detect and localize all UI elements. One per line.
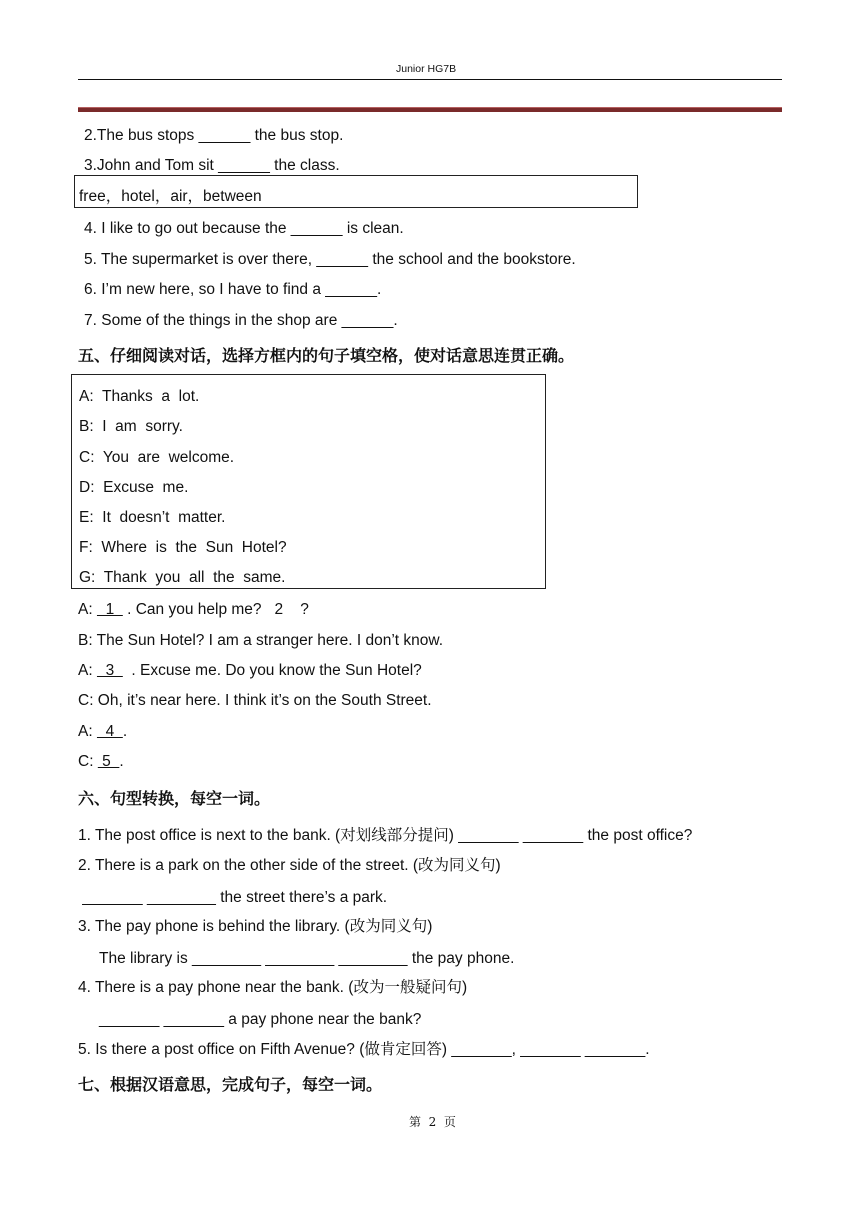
transform-q1: 1. The post office is next to the bank. (对划线部分提问) _______ _______ the post office? [78,827,693,844]
dialogue-line-1: A: 1 . Can you help me? 2 ? [78,601,309,618]
option-c: C: You are welcome. [79,449,235,466]
option-d: D: Excuse me. [79,479,189,496]
options-box [71,374,546,589]
header-rule [78,79,782,80]
question-7: 7. Some of the things in the shop are ______. [84,312,398,329]
transform-q3-answer: The library is ________ ________ ________ the pay phone. [99,950,515,967]
question-3: 3.John and Tom sit ______ the class. [84,157,340,174]
option-a: A: Thanks a lot. [79,388,200,405]
blank-3: 3 [96,662,123,679]
blank-5: 5 [97,753,120,770]
transform-q4: 4. There is a pay phone near the bank. (改为一般疑问句) [78,979,468,996]
option-b: B: I am sorry. [79,418,183,435]
blank-1: 1 [96,601,123,618]
transform-q3: 3. The pay phone is behind the library. (改为同义句) [78,918,433,935]
option-g: G: Thank you all the same. [79,569,286,586]
question-2: 2.The bus stops ______ the bus stop. [84,127,344,144]
dialogue-line-6: C: 5 . [78,753,124,770]
dialogue-line-2: B: The Sun Hotel? I am a stranger here. I don’t know. [78,632,444,649]
option-f: F: Where is the Sun Hotel? [79,539,287,556]
option-e: E: It doesn’t matter. [79,509,226,526]
section-5-heading: 五、仔细阅读对话，选择方框内的句子填空格，使对话意思连贯正确。 [78,346,575,365]
transform-q4-answer: _______ _______ a pay phone near the bank? [99,1011,422,1028]
word-box [74,175,638,208]
word-box-text: free，hotel，air，between [79,188,262,205]
dialogue-line-3: A: 3 . Excuse me. Do you know the Sun Hotel? [78,662,422,679]
question-5: 5. The supermarket is over there, ______ the school and the bookstore. [84,251,576,268]
transform-q2: 2. There is a park on the other side of the street. (改为同义句) [78,857,501,874]
question-6: 6. I’m new here, so I have to find a ______. [84,281,382,298]
page-number: 第 2 页 [409,1115,456,1129]
section-7-heading: 七、根据汉语意思，完成句子，每空一词。 [78,1075,383,1094]
dialogue-line-4: C: Oh, it’s near here. I think it’s on the South Street. [78,692,432,709]
decorative-band [78,107,782,112]
header-title: Junior HG7B [396,63,457,75]
section-6-heading: 六、句型转换，每空一词。 [78,789,271,808]
transform-q5: 5. Is there a post office on Fifth Avenue? (做肯定回答) _______, _______ _______. [78,1041,650,1058]
question-4: 4. I like to go out because the ______ is clean. [84,220,404,237]
transform-q2-answer: _______ ________ the street there’s a park. [78,889,388,906]
dialogue-line-5: A: 4 . [78,723,128,740]
blank-4: 4 [96,723,123,740]
